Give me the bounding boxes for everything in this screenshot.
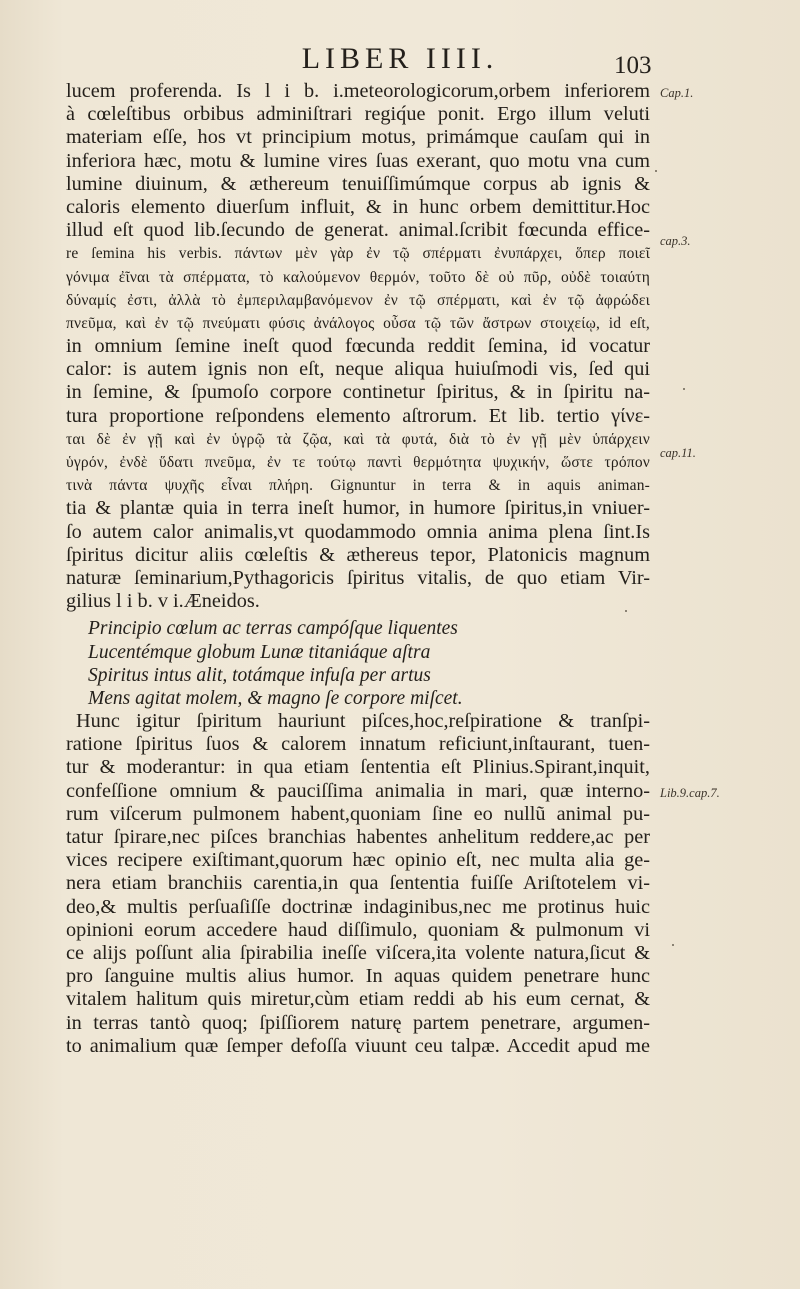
text-line: tatur ſpirare,nec piſces branchias habentes anhelitum reddere,ac per	[66, 826, 650, 848]
text-line: à cœleſtibus orbibus adminiſtrari regiq́ue ponit. Ergo illum veluti	[66, 103, 650, 126]
greek-line: πνεῦμα, καὶ ἐν τῷ πνεύματι φύσις ἀνάλογος οὖσα τῷ τῶν ἄστρων στοιχείῳ, id eſt,	[66, 314, 650, 332]
text-line: vitalem halitum quis miretur,cùm etiam reddi ab his eum cernat, &	[66, 988, 650, 1011]
greek-line: re ſemina his verbis. πάντων μὲν γὰρ ἐν τῷ σπέρματι ἐνυπάρχει, ὅπερ ποιεῖ	[66, 245, 650, 263]
margin-note: cap.3.	[660, 234, 691, 248]
text-line: lucem proferenda. Is l i b. i.meteorologicorum,orbem inferiorem	[66, 80, 650, 102]
text-line: pro ſanguine multis alius humor. In aquas quidem penetrare hunc	[66, 965, 650, 988]
text-line: Hunc igitur ſpiritum hauriunt piſces,hoc,reſpiratione & tranſpi-	[76, 710, 650, 733]
text-line: nera etiam branchiis carentia,in qua ſententia fuiſſe Ariſtotelem vi-	[66, 872, 650, 895]
margin-note: Cap.1.	[660, 86, 694, 100]
ink-speck	[625, 610, 627, 612]
text-line: in omnium ſemine ineſt quod fœcunda reddit ſemina, id vocatur	[66, 335, 650, 358]
text-line: ratione ſpiritus ſuos & calorem innatum reficiunt,inſtaurant, tuen-	[66, 733, 650, 756]
greek-line: τινὰ πάντα ψυχῆς εἶναι πλήρη. Gignuntur in terra & in aquis animan-	[66, 477, 650, 495]
text-line: caloris elemento diuerſum influit, & in hunc orbem demittitur.Hoc	[66, 195, 650, 218]
text-line: in ſemine, & ſpumoſo corpore continetur ſpiritus, & in ſpiritu na-	[66, 381, 650, 404]
greek-line: ὑγρόν, ἐνδὲ ὕδατι πνεῦμα, ἐν τε τούτῳ παντὶ θερμότητα ψυχικήν, ὥστε τρόπον	[66, 454, 650, 471]
text-line: tur & moderantur: in qua etiam ſententia eſt Plinius.Spirant,inquit,	[66, 756, 650, 779]
margin-note: cap.11.	[660, 446, 696, 460]
text-line: ſo autem calor animalis,vt quodammodo omnia anima plena ſint.Is	[66, 520, 650, 543]
text-line: illud eſt quod lib.ſecundo de generat. animal.ſcribit fœcunda effice-	[66, 219, 650, 242]
text-line: to animalium quæ ſemper defoſſa viuunt ceu talpæ. Accedit apud me	[66, 1034, 650, 1057]
text-line: inferiora hæc, motu & lumine vires ſuas exerant, quo motu vna cum	[66, 149, 650, 172]
text-line: naturæ ſeminarium,Pythagoricis ſpiritus vitalis, de quo etiam Vir-	[66, 566, 650, 589]
text-line: ce alijs poſſunt alia ſpirabilia ineſſe viſcera,ita volente natura,ſicut &	[66, 941, 650, 964]
ink-speck	[655, 170, 657, 172]
verse-line: Lucentémque globum Lunæ titaniáque aſtra	[88, 641, 431, 663]
verse-line: Mens agitat molem, & magno ſe corpore miſcet.	[88, 687, 463, 709]
greek-line: δύναμίς ἐστι, ἀλλὰ τὸ ἐμπεριλαμβανόμενον ἐν τῷ σπέρματι, καὶ ἐν τῷ ἀφρώδει	[66, 291, 650, 309]
text-line: opinioni eorum accedere haud diſſimulo, quoniam & pulmonum vi	[66, 918, 650, 941]
text-line: in terras tantò quoq; ſpiſſiorem naturę partem penetrare, argumen-	[66, 1011, 650, 1034]
ink-speck	[672, 944, 674, 946]
text-line: vices recipere exiſtimant,quorum hæc opinio eſt, nec multa alia ge-	[66, 849, 650, 872]
page-number: 103	[614, 52, 652, 79]
text-line: deo,& multis perſuaſiſſe doctrinæ indaginibus,nec me protinus huic	[66, 895, 650, 918]
text-line: lumine diuinum, & æthereum tenuiſſimúmque corpus ab ignis &	[66, 172, 650, 195]
text-line: materiam eſſe, hos vt principium motus, primámque cauſam qui in	[66, 126, 650, 149]
greek-line: ται δὲ ἐν γῇ καὶ ἐν ὑγρῷ τὰ ζῷα, καὶ τὰ φυτά, διὰ τὸ ἐν γῇ μὲν ὑπάρχειν	[66, 430, 650, 448]
text-line: ſpiritus dicitur aliis cœleſtis & æthereus tepor, Platonicis magnum	[66, 543, 650, 566]
text-line: tia & plantæ quia in terra ineſt humor, in humore ſpiritus,in vniuer-	[66, 497, 650, 520]
text-line: confeſſione omnium & pauciſſima animalia in mari, quæ interno-	[66, 779, 650, 802]
verse-line: Principio cœlum ac terras campóſque liquentes	[88, 618, 458, 640]
text-line: rum viſcerum pulmonem habent,quoniam ſine eo nullũ animal pu-	[66, 802, 650, 825]
greek-line: γόνιμα ἐῖναι τὰ σπέρματα, τὸ καλούμενον θερμόν, τοῦτο δὲ οὐ πῦρ, οὐδὲ τοιαύτη	[66, 268, 650, 286]
verse-line: Spiritus intus alit, totámque infuſa per artus	[88, 664, 431, 686]
text-line: gilius l i b. v i.Æneidos.	[66, 590, 260, 613]
margin-note: Lib.9.cap.7.	[660, 786, 720, 800]
ink-speck	[683, 388, 685, 390]
main-text	[66, 80, 650, 1058]
text-line: calor: is autem ignis non eſt, neque aliqua huiuſmodi vis, ſed qui	[66, 358, 650, 381]
text-line: tura proportione reſpondens elemento aſtrorum. Et lib. tertio γίνε-	[66, 404, 650, 427]
running-head: LIBER IIII.	[301, 42, 499, 75]
